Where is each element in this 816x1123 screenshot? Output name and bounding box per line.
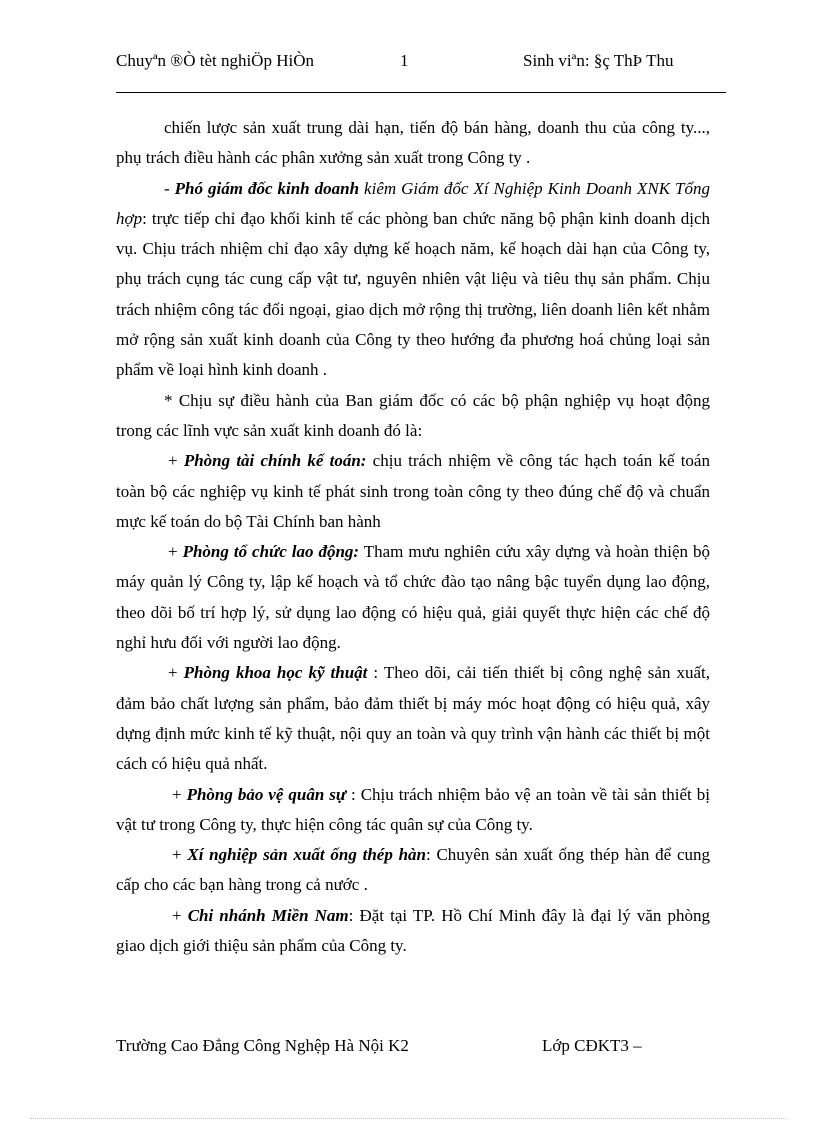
role-heading: Phó giám đốc kinh doanh <box>174 178 360 198</box>
paragraph <box>116 780 710 841</box>
paragraph <box>116 113 710 174</box>
paragraph <box>116 446 710 537</box>
header-left-title: Chuyªn ®Ò tèt nghiÖp HiÒn <box>116 51 314 70</box>
department-heading: Chi nhánh Miền Nam <box>187 905 349 925</box>
paragraph-prefix: + <box>172 784 187 804</box>
document-body <box>116 113 710 961</box>
department-heading: Phòng khoa học kỹ thuật <box>183 663 368 683</box>
department-heading: Phòng tổ chức lao động: <box>182 542 360 562</box>
header-page-number: 1 <box>400 51 409 70</box>
paragraph-prefix: + <box>168 542 183 562</box>
footer-class: Lớp CĐKT3 – <box>542 1036 642 1055</box>
header-right-author: Sinh viªn: §ç ThÞ Thu <box>523 51 674 70</box>
paragraph-prefix: + <box>168 663 184 683</box>
paragraph-text: : Đặt tại TP. Hồ Chí Minh đây là đại lý văn phòng giao dịch giới thiệu sản phẩm của Công ty. <box>116 905 710 956</box>
paragraph-text: : trực tiếp chỉ đạo khối kinh tế các phòng ban chức năng bộ phận kinh doanh dịch vụ. Chịu trách nhiệm chỉ đạo xây dựng kế hoạch năm, kế hoạch dài hạn của Công ty, phụ trách cụng tác cung cấp vật tư, nguyên nhiên vật liệu và tiêu thụ sản phẩm. Chịu trách nhiệm công tác đối ngoại, giao dịch mở rộng thị trường, liên doanh liên kết nhằm mở rộng sản xuất kinh doanh của Công ty theo hướng đa phương hoá chủng loại sản phẩm về loại hình kinh doanh . <box>116 208 710 380</box>
paragraph <box>116 658 710 779</box>
footer-school: Trường Cao Đẳng Công Nghệp Hà Nội K2 <box>116 1036 409 1055</box>
paragraph-text: : Chịu trách nhiệm bảo vệ an toàn về tài sản thiết bị vật tư trong Công ty, thực hiện công tác quân sự của Công ty. <box>116 784 710 834</box>
paragraph-prefix: - <box>164 178 175 198</box>
paragraph-text: Tham mưu nghiên cứu xây dựng và hoàn thiện bộ máy quản lý Công ty, lập kế hoạch và tổ chức đào tạo nâng bậc tuyển dụng lao động, theo dõi bố trí hợp lý, sử dụng lao động có hiệu quả, giải quyết thực hiện các chế độ nghỉ hưu đối với người lao động. <box>116 542 711 653</box>
paragraph <box>116 840 710 901</box>
paragraph-text: chịu trách nhiệm về công tác hạch toán kế toán toàn bộ các nghiệp vụ kinh tế phát sinh trong toàn công ty theo đúng chế độ và chuẩn mực kế toán do bộ Tài Chính ban hành <box>116 451 710 531</box>
paragraph-prefix: + <box>172 845 188 865</box>
paragraph <box>116 537 710 658</box>
role-subheading: kiêm Giám đốc Xí Nghiệp Kinh Doanh XNK Tổng hợp <box>116 178 711 228</box>
department-heading: Phòng bảo vệ quân sự <box>186 784 347 804</box>
department-heading: Xí nghiệp sản xuất ống thép hàn <box>187 845 426 865</box>
paragraph <box>116 174 710 386</box>
paragraph <box>116 901 710 962</box>
page-bottom-border <box>30 1118 786 1119</box>
paragraph-text: chiến lược sản xuất trung dài hạn, tiến độ bán hàng, doanh thu của công ty..., phụ trách điều hành các phân xưởng sản xuất trong Công ty . <box>116 118 710 168</box>
paragraph-prefix: + <box>168 451 184 471</box>
department-heading: Phòng tài chính kế toán: <box>183 451 367 471</box>
paragraph-text: : Chuyên sản xuất ống thép hàn để cung cấp cho các bạn hàng trong cả nước . <box>116 845 710 895</box>
paragraph-prefix: + <box>172 905 188 925</box>
paragraph-text: * Chịu sự điều hành của Ban giám đốc có các bộ phận nghiệp vụ hoạt động trong các lĩnh vực sản xuất kinh doanh đó là: <box>116 390 710 440</box>
paragraph-text: : Theo dõi, cải tiến thiết bị công nghệ sản xuất, đảm bảo chất lượng sản phẩm, bảo đảm thiết bị máy móc hoạt động có hiệu quả, xây dựng định mức kinh tế kỹ thuật, nội quy an toàn và quy trình vận hành các thiết bị một cách có hiệu quả nhất. <box>116 663 711 774</box>
header-divider <box>116 92 726 93</box>
paragraph <box>116 386 710 447</box>
